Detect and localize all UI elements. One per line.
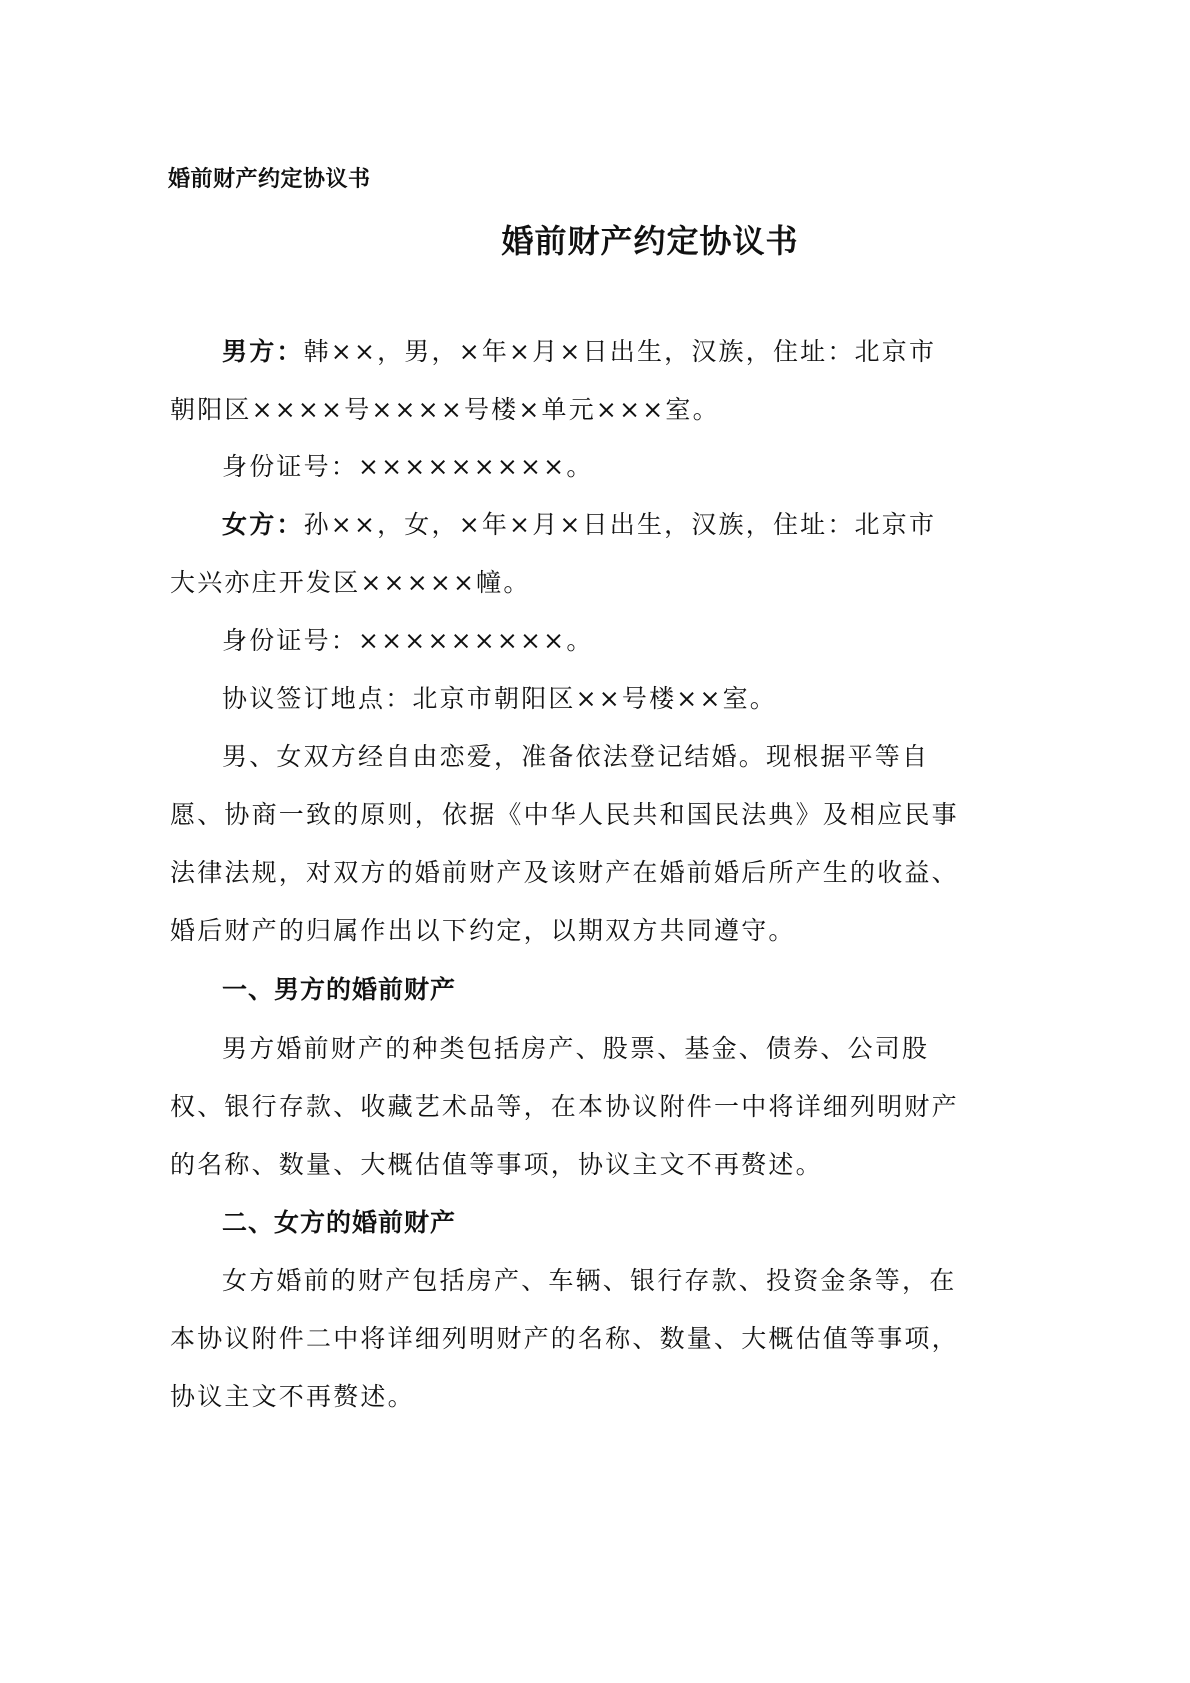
document-label: 婚前财产约定协议书 [168,167,371,192]
female-party-label: 女方： [222,510,304,539]
section-heading-male-assets: 一、男方的婚前财产 [222,975,457,1004]
preamble-line: 男、女双方经自由恋爱，准备依法登记结婚。现根据平等自 [222,742,930,771]
section-line: 权、银行存款、收藏艺术品等，在本协议附件一中将详细列明财产 [170,1092,959,1121]
section-line: 协议主文不再赘述。 [170,1382,415,1411]
section-line: 本协议附件二中将详细列明财产的名称、数量、大概估值等事项， [170,1324,959,1353]
male-party-line-2: 朝阳区××××号××××号楼×单元×××室。 [170,395,720,424]
preamble-line: 法律法规，对双方的婚前财产及该财产在婚前婚后所产生的收益、 [170,858,959,887]
signing-place: 协议签订地点：北京市朝阳区××号楼××室。 [222,684,777,713]
female-party-line-2: 大兴亦庄开发区×××××幢。 [170,568,531,597]
section-heading-female-assets: 二、女方的婚前财产 [222,1208,457,1237]
preamble-line: 愿、协商一致的原则，依据《中华人民共和国民法典》及相应民事 [170,800,959,829]
section-line: 男方婚前财产的种类包括房产、股票、基金、债券、公司股 [222,1034,930,1063]
male-party-id: 身份证号：×××××××××。 [222,452,594,481]
section-line: 的名称、数量、大概估值等事项，协议主文不再赘述。 [170,1150,823,1179]
section-line: 女方婚前的财产包括房产、车辆、银行存款、投资金条等，在 [222,1266,957,1295]
preamble-line: 婚后财产的归属作出以下约定，以期双方共同遵守。 [170,916,796,945]
female-party-info: 孙××，女，×年×月×日出生，汉族，住址：北京市 [303,510,937,539]
male-party-label: 男方： [222,337,304,366]
female-party-line-1 [222,510,936,540]
female-party-id: 身份证号：×××××××××。 [222,626,594,655]
document-title: 婚前财产约定协议书 [501,222,799,260]
male-party-info: 韩××，男，×年×月×日出生，汉族，住址：北京市 [303,337,937,366]
male-party-line-1 [222,337,936,367]
